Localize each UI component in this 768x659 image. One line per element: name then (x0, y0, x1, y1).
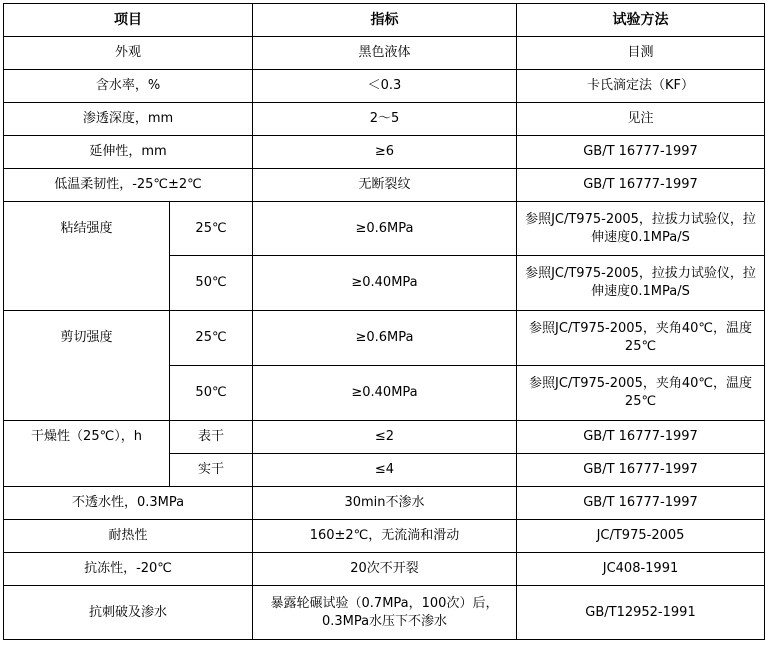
item-cell: 抗冻性，-20℃ (4, 553, 253, 586)
spec-cell: 无断裂纹 (253, 169, 517, 202)
table-row (4, 311, 765, 366)
spec-cell: 160±2℃，无流淌和滑动 (253, 520, 517, 553)
header-method: 试验方法 (517, 4, 765, 37)
method-cell: 见注 (517, 103, 765, 136)
blank-cell (4, 256, 170, 311)
sub-cell: 50℃ (170, 366, 253, 421)
spec-table (3, 3, 765, 640)
header-item: 项目 (4, 4, 253, 37)
method-cell: 参照JC/T975-2005，拉拔力试验仪，拉伸速度0.1MPa/S (517, 202, 765, 256)
table-row (4, 553, 765, 586)
spec-cell: ≥0.6MPa (253, 311, 517, 366)
method-cell: GB/T 16777-1997 (517, 454, 765, 487)
method-cell: GB/T12952-1991 (517, 586, 765, 640)
sub-cell: 25℃ (170, 311, 253, 366)
table-row (4, 421, 765, 454)
spec-cell: ≥0.40MPa (253, 366, 517, 421)
item-cell: 含水率，% (4, 70, 253, 103)
table-row (4, 37, 765, 70)
blank-cell (4, 366, 170, 421)
table-row (4, 103, 765, 136)
spec-cell: ≥0.40MPa (253, 256, 517, 311)
spec-cell: ≤2 (253, 421, 517, 454)
table-row (4, 586, 765, 640)
spec-cell: 20次不开裂 (253, 553, 517, 586)
method-cell: GB/T 16777-1997 (517, 421, 765, 454)
item-cell: 延伸性，mm (4, 136, 253, 169)
shear-label: 剪切强度 (4, 311, 170, 366)
drying-label: 干燥性（25℃），h (4, 421, 170, 454)
table-row (4, 520, 765, 553)
blank-cell (4, 454, 170, 487)
spec-cell: 暴露轮碾试验（0.7MPa，100次）后，0.3MPa水压下不渗水 (253, 586, 517, 640)
item-cell: 渗透深度，mm (4, 103, 253, 136)
sub-cell: 50℃ (170, 256, 253, 311)
sub-cell: 25℃ (170, 202, 253, 256)
table-row (4, 487, 765, 520)
item-cell: 外观 (4, 37, 253, 70)
spec-cell: 2～5 (253, 103, 517, 136)
item-cell: 抗刺破及渗水 (4, 586, 253, 640)
table-row (4, 454, 765, 487)
item-cell: 耐热性 (4, 520, 253, 553)
header-row (4, 4, 765, 37)
spec-cell: 黑色液体 (253, 37, 517, 70)
method-cell: GB/T 16777-1997 (517, 487, 765, 520)
table-row (4, 256, 765, 311)
header-spec: 指标 (253, 4, 517, 37)
method-cell: JC408-1991 (517, 553, 765, 586)
method-cell: GB/T 16777-1997 (517, 169, 765, 202)
method-cell: 参照JC/T975-2005，夹角40℃，温度25℃ (517, 366, 765, 421)
spec-cell: ≤4 (253, 454, 517, 487)
spec-cell: ≥6 (253, 136, 517, 169)
sub-cell: 表干 (170, 421, 253, 454)
item-cell: 低温柔韧性，-25℃±2℃ (4, 169, 253, 202)
method-cell: 参照JC/T975-2005，夹角40℃，温度25℃ (517, 311, 765, 366)
table-row (4, 70, 765, 103)
method-cell: 目测 (517, 37, 765, 70)
method-cell: JC/T975-2005 (517, 520, 765, 553)
spec-cell: ＜0.3 (253, 70, 517, 103)
adhesion-label: 粘结强度 (4, 202, 170, 256)
table-row (4, 136, 765, 169)
method-cell: GB/T 16777-1997 (517, 136, 765, 169)
item-cell: 不透水性，0.3MPa (4, 487, 253, 520)
spec-cell: 30min不渗水 (253, 487, 517, 520)
table-row (4, 169, 765, 202)
spec-cell: ≥0.6MPa (253, 202, 517, 256)
table-row (4, 202, 765, 256)
method-cell: 参照JC/T975-2005，拉拔力试验仪，拉伸速度0.1MPa/S (517, 256, 765, 311)
sub-cell: 实干 (170, 454, 253, 487)
table-row (4, 366, 765, 421)
method-cell: 卡氏滴定法（KF） (517, 70, 765, 103)
